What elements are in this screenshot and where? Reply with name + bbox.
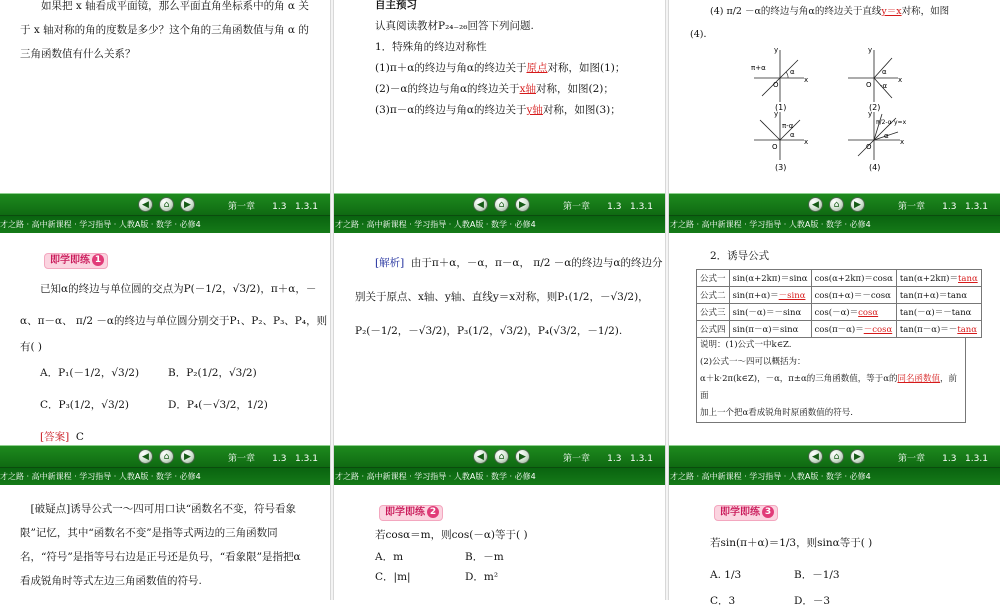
axis-label: y: [774, 46, 779, 54]
angle-label: α: [882, 68, 887, 76]
slide-8: [335, 485, 665, 600]
solution-line-3: P₂(－1/2，－√3/2)，P₃(1/2，√3/2)，P₄(√3/2，－1/2).: [355, 325, 623, 337]
nav-cell: [0, 446, 330, 468]
back-arrow-icon[interactable]: ◀: [138, 449, 153, 464]
symmetry-line-1: (1)π＋α的终边与角α的终边关于原点对称，如图(1)；: [375, 62, 626, 74]
series-label: 才之路 · 高中新课程 · 学习指导 · 人教A版 · 数学 · 必修4: [335, 472, 536, 481]
home-icon[interactable]: ⌂: [829, 197, 844, 212]
sin-cell: sin(π+α)＝－sinα: [729, 287, 811, 304]
formula-title: 2．诱导公式: [710, 250, 770, 262]
origin-label: O: [866, 81, 872, 89]
chapter-label: 第一章 1.3 1.3.1: [898, 202, 988, 212]
forward-arrow-icon[interactable]: ▶: [180, 197, 195, 212]
answer-line: [答案] C: [40, 431, 84, 443]
forward-arrow-icon[interactable]: ▶: [850, 449, 865, 464]
header-row-2: [0, 215, 1000, 233]
home-icon[interactable]: ⌂: [159, 197, 174, 212]
formula-name: 公式四: [697, 321, 730, 338]
angle-label: π-α: [782, 122, 794, 130]
back-arrow-icon[interactable]: ◀: [808, 449, 823, 464]
question-line-3: 有( ): [20, 341, 43, 353]
axis-label: y: [868, 110, 873, 118]
practice-badge: 即学即练 2: [379, 505, 443, 521]
series-label: 才之路 · 高中新课程 · 学习指导 · 人教A版 · 数学 · 必修4: [670, 472, 871, 481]
slide-4: [0, 233, 330, 445]
axis-label: x: [898, 76, 903, 84]
series-label: 才之路 · 高中新课程 · 学习指导 · 人教A版 · 数学 · 必修4: [670, 220, 871, 229]
figure-caption: (2): [869, 103, 881, 112]
tip-text: [破疑点]诱导公式一～四可用口诀“函数名不变，符号看象限”记忆，其中“函数名不变”是指等式两边的三角函数同名，“符号”是指等号右边是正号还是负号，“看象限”是指把α看成锐角时等式左边三角函数值的符号.: [20, 503, 301, 587]
series-label: 才之路 · 高中新课程 · 学习指导 · 人教A版 · 数学 · 必修4: [335, 220, 536, 229]
option-d[interactable]: D．m²: [465, 571, 499, 583]
home-icon[interactable]: ⌂: [494, 449, 509, 464]
intro: 认真阅读教材P₂₄₋₂₆回答下列问题.: [375, 20, 534, 32]
back-arrow-icon[interactable]: ◀: [473, 197, 488, 212]
tan-cell: tan(－α)＝－tanα: [896, 304, 981, 321]
home-icon[interactable]: ⌂: [494, 197, 509, 212]
nav-cell: [670, 446, 1000, 468]
slide-divider: [665, 0, 669, 600]
sin-cell: sin(－α)＝－sinα: [729, 304, 811, 321]
tan-cell: tan(π+α)＝tanα: [896, 287, 981, 304]
option-a[interactable]: A．m: [375, 551, 404, 563]
option-a[interactable]: A．P₁(－1/2，√3/2): [40, 367, 140, 379]
option-d[interactable]: D．－3: [794, 595, 831, 607]
symmetry-line-3: (3)π－α的终边与角α的终边关于y轴对称，如图(3)；: [375, 104, 621, 116]
chapter-label: 第一章 1.3 1.3.1: [898, 454, 988, 464]
solution-line-1: [解析] 由于π＋α，－α，π－α， π/2 －α的终边与α的终边分: [375, 257, 663, 269]
symmetry-line-4: (4) π/2 －α的终边与角α的终边关于直线y＝x对称，如图: [710, 6, 950, 17]
slide-1: [0, 0, 330, 193]
question-line-1: 已知α的终边与单位圆的交点为P(－1/2，√3/2)，π＋α，－: [40, 283, 317, 295]
navbar-row-2: [0, 445, 1000, 467]
cos-cell: cos(π－α)＝－cosα: [811, 321, 896, 338]
angle-label: π/2-α: [876, 119, 892, 126]
formula-table: [696, 269, 982, 338]
axis-label: x: [804, 138, 809, 146]
back-arrow-icon[interactable]: ◀: [808, 197, 823, 212]
origin-label: O: [772, 143, 778, 151]
line-label: y=x: [894, 119, 907, 126]
back-arrow-icon[interactable]: ◀: [473, 449, 488, 464]
slide-divider: [330, 0, 334, 600]
angle-label: α: [790, 68, 795, 76]
angle-label: π+α: [751, 64, 766, 72]
note-1: 说明：(1)公式一中k∈Z.: [700, 340, 792, 350]
nav-buttons: [473, 449, 530, 464]
series-label: 才之路 · 高中新课程 · 学习指导 · 人教A版 · 数学 · 必修4: [0, 220, 201, 229]
header-row-3: [0, 467, 1000, 485]
heading: 自主预习: [375, 0, 417, 11]
note-4: 加上一个把α看成锐角时原函数值的符号.: [700, 408, 853, 418]
slide-3: [670, 0, 1000, 193]
figure-3: [754, 110, 808, 172]
slide-2: [335, 0, 665, 193]
slide-text: 如果把 x 轴看成平面镜，那么平面直角坐标系中的角 α 关于 x 轴对称的角的度数是多少？这个角的三角函数值与角 α 的三角函数值有什么关系？: [20, 0, 309, 60]
slide-9: [670, 485, 1000, 607]
axis-label: y: [868, 46, 873, 54]
symmetry-diagrams: [670, 0, 1000, 193]
formula-notes: [696, 337, 966, 423]
option-b[interactable]: B．－m: [465, 551, 504, 563]
angle-label: α: [884, 132, 889, 140]
practice-badge: 即学即练 3: [714, 505, 778, 521]
note-2: (2)公式一～四可以概括为：: [700, 357, 806, 367]
question: 若cosα＝m，则cos(－α)等于( ): [375, 529, 528, 541]
back-arrow-icon[interactable]: ◀: [138, 197, 153, 212]
note-3: α＋k·2π(k∈Z)，－α，π±α的三角函数值，等于α的同名函数值，前面: [700, 374, 958, 401]
table-row: [697, 270, 982, 287]
origin-label: O: [866, 143, 872, 151]
origin-label: O: [773, 81, 779, 89]
forward-arrow-icon[interactable]: ▶: [180, 449, 195, 464]
navbar-row-1: [0, 193, 1000, 215]
tan-cell: tan(α+2kπ)＝tanα: [896, 270, 981, 287]
nav-buttons: [808, 197, 865, 212]
nav-cell: [335, 194, 665, 216]
slide-6: [670, 233, 1000, 445]
axis-label: x: [804, 76, 809, 84]
chapter-label: 第一章 1.3 1.3.1: [563, 454, 653, 464]
series-label: 才之路 · 高中新课程 · 学习指导 · 人教A版 · 数学 · 必修4: [0, 472, 201, 481]
solution-line-2: 别关于原点、x轴、y轴、直线y＝x对称，则P₁(1/2，－√3/2)，: [355, 291, 649, 303]
question: 若sin(π＋α)＝1/3，则sinα等于( ): [710, 537, 873, 549]
home-icon[interactable]: ⌂: [829, 449, 844, 464]
home-icon[interactable]: ⌂: [159, 449, 174, 464]
tan-cell: tan(π－α)＝－tanα: [896, 321, 981, 338]
nav-cell: [335, 446, 665, 468]
nav-cell: [0, 194, 330, 216]
option-b[interactable]: B．－1/3: [794, 569, 840, 581]
nav-buttons: [473, 197, 530, 212]
cos-cell: cos(α+2kπ)＝cosα: [811, 270, 896, 287]
figure-caption: (1): [775, 103, 787, 112]
forward-arrow-icon[interactable]: ▶: [515, 449, 530, 464]
angle-label: α: [790, 131, 795, 139]
option-a[interactable]: A. 1/3: [710, 569, 742, 581]
axis-label: x: [900, 138, 905, 146]
option-b[interactable]: B．P₂(1/2，√3/2): [168, 367, 257, 379]
nav-buttons: [808, 449, 865, 464]
cos-cell: cos(－α)＝cosα: [811, 304, 896, 321]
angle-label: -α: [880, 82, 888, 90]
nav-buttons: [138, 449, 195, 464]
slide-5: [335, 233, 665, 445]
figure-4: [848, 110, 907, 172]
chapter-label: 第一章 1.3 1.3.1: [563, 202, 653, 212]
practice-badge: 即学即练 1: [44, 253, 108, 269]
option-c[interactable]: C．|m|: [375, 571, 411, 583]
figure-1: [751, 46, 808, 112]
chapter-label: 第一章 1.3 1.3.1: [228, 454, 318, 464]
table-row: [697, 287, 982, 304]
slide-7: [0, 485, 330, 600]
forward-arrow-icon[interactable]: ▶: [850, 197, 865, 212]
section-title: 1．特殊角的终边对称性: [375, 41, 487, 53]
option-c[interactable]: C．3: [710, 595, 736, 607]
symmetry-line-2: (2)－α的终边与角α的终边关于x轴对称，如图(2)；: [375, 83, 614, 95]
symmetry-line-4-end: (4)．: [690, 29, 713, 40]
chapter-label: 第一章 1.3 1.3.1: [228, 202, 318, 212]
option-d[interactable]: D．P₄(－√3/2，1/2): [168, 399, 268, 411]
figure-caption: (4): [869, 163, 881, 172]
option-c[interactable]: C．P₃(1/2，√3/2): [40, 399, 129, 411]
nav-cell: [670, 194, 1000, 216]
sin-cell: sin(α+2kπ)＝sinα: [729, 270, 811, 287]
formula-name: 公式一: [697, 270, 730, 287]
formula-name: 公式三: [697, 304, 730, 321]
formula-name: 公式二: [697, 287, 730, 304]
table-row: [697, 321, 982, 338]
table-row: [697, 304, 982, 321]
forward-arrow-icon[interactable]: ▶: [515, 197, 530, 212]
figure-caption: (3): [775, 163, 787, 172]
sin-cell: sin(π－α)＝sinα: [729, 321, 811, 338]
cos-cell: cos(π+α)＝－cosα: [811, 287, 896, 304]
figure-2: [848, 46, 902, 112]
question-line-2: α、π－α、 π/2 －α的终边与单位圆分别交于P₁、P₂、P₃、P₄，则: [20, 315, 328, 327]
axis-label: y: [774, 110, 779, 118]
nav-buttons: [138, 197, 195, 212]
